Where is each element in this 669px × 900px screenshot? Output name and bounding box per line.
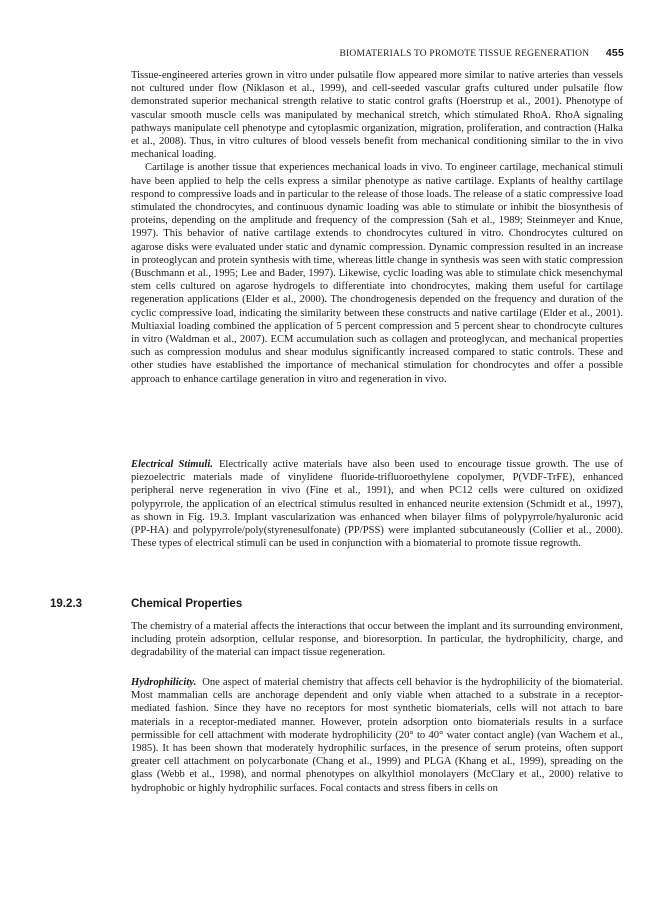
running-head — [339, 47, 624, 59]
body-block-hydrophilicity — [131, 676, 623, 795]
paragraph-cartilage: Cartilage is another tissue that experiences mechanical loads in vivo. To engineer cartilage, mechanical stimuli have been applied to help the cells express a similar phenotype as native cartilage. Explants of healthy cartilage respond to compressive loads and in particular to the release of those loads. The release of a static compressive load stimulated the chondrocytes, and continuous dynamic loading was able to stimulate or inhibit the biosynthesis of proteins, depending on the amplitude and frequency of the compression (Sah et al., 1989; Steinmeyer and Knue, 1997). This behavior of native cartilage extends to chondrocytes cultured in vitro. Chondrocytes cultured on agarose disks were evaluated under static and dynamic compression. Dynamic compression resulted in an increase in proteoglycan and protein synthesis with time, whereas little change in synthesis was seen with static compression (Buschmann et al., 1995; Lee and Bader, 1997). Likewise, cyclic loading was able to stimulate chick mesenchymal stem cells cultured on agarose hydrogels to differentiate into chondrocytes, making them useful for cartilage regeneration applications (Elder et al., 2000). The chondrogenesis depended on the frequency and duration of the cyclic compressive load, indicating the similarity between these constructs and native cartilage (Elder et al., 2001). Multiaxial loading combined the application of 5 percent compression and 5 percent shear to chondrocyte cultures in vitro (Waldman et al., 2007). ECM accumulation such as collagen and proteoglycan, and mechanical properties such as compression modulus and shear modulus significantly increased compared to static controls. These and other studies have established the importance of mechanical stimulation for chondrocytes and offer a possible approach to enhance cartilage generation in vitro and regeneration in vivo. — [131, 162, 623, 385]
body-block-electrical — [131, 458, 623, 550]
section-heading — [50, 598, 242, 610]
section-number: 19.2.3 — [50, 598, 82, 610]
paragraph-hydrophilicity — [131, 676, 623, 795]
page-number: 455 — [605, 47, 624, 59]
run-in-heading-electrical: Electrical Stimuli. — [131, 459, 213, 470]
body-block-chemical-intro — [131, 620, 623, 660]
section-title: Chemical Properties — [131, 598, 243, 610]
paragraph-hydrophilicity-text: One aspect of material chemistry that affects cell behavior is the hydrophilicity of the biomaterial. Most mammalian cells are anchorage dependent and only viable when attached to a substrate in a receptor-mediated fashion. Since they have no receptors for most synthetic biomaterials, cells will not attach to bare materials in a receptor-mediated manner. However, protein adsorption onto biomaterials results in a surface permissible for cell attachment with moderate hydrophilicity (20° to 40° water contact angle) (van Wachem et al., 1985). It has been shown that moderately hydrophilic surfaces, in the presence of serum proteins, often support greater cell attachment on polycarbonate (Chang et al., 1999) and PLGA (Khang et al., 1999), spreading on the glass (Webb et al., 1998), and normal phenotypes on alkylthiol monolayers (McClary et al., 2000) relative to hydrophobic or highly hydrophilic surfaces. Focal contacts and stress fibers in cells on — [131, 677, 623, 794]
paragraph-electrical-text: Electrically active materials have also been used to encourage tissue growth. The use of piezoelectric materials made of vinylidene fluoride-trifluoroethylene copolymer, P(VDF-TrFE), enhanced peripheral nerve regeneration in vivo (Fine et al., 1991), and when PC12 cells were cultured on oxidized polypyrrole, the application of an electrical stimulus resulted in enhanced neurite extension (Schmidt et al., 1997), as shown in Fig. 19.3. Implant vascularization was enhanced when bilayer films of polypyrrole/hyaluronic acid (PP-HA) and polypyrrole/poly(styrenesulfonate) (PP/PSS) were implanted subcutaneously (Collier et al., 2000). These types of electrical stimuli can be used in conjunction with a biomaterial to promote tissue regrowth. — [131, 459, 623, 550]
paragraph-chemical-intro: The chemistry of a material affects the interactions that occur between the implant and its surrounding environment, including protein adsorption, cellular response, and bioresorption. In particular, the hydrophilicity, charge, and degradability of the material can impact tissue regeneration. — [131, 621, 623, 659]
body-block-mechanical — [131, 69, 623, 386]
paragraph-electrical-stimuli — [131, 458, 623, 550]
run-in-heading-hydrophilicity: Hydrophilicity. — [131, 677, 197, 688]
paragraph-arteries: Tissue-engineered arteries grown in vitro under pulsatile flow appeared more similar to native arteries than vessels not cultured under flow (Niklason et al., 1999), and cell-seeded vascular grafts cultured under pulsatile flow demonstrated superior mechanical strength relative to static control grafts (Hoerstrup et al., 2001). Phenotype of vascular smooth muscle cells was manipulated by mechanical stretch, which stimulated RhoA. RhoA signaling pathways manipulate cell phenotype and cytoplasmic organization, migration, proliferation, and contraction (Halka et al., 2008). Thus, in vitro cultures of blood vessels benefit from mechanical conditioning similar to the in vivo mechanical loading. — [131, 70, 623, 161]
running-title: BIOMATERIALS TO PROMOTE TISSUE REGENERATION — [339, 49, 590, 59]
